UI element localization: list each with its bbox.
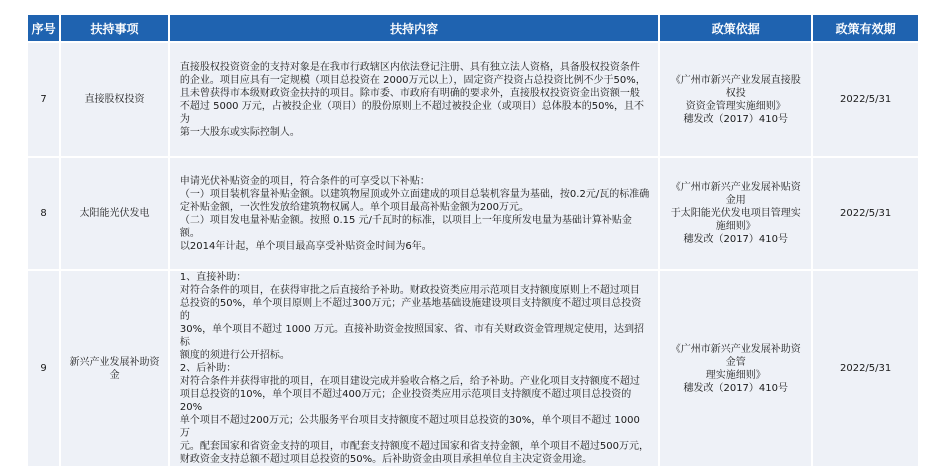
basis-line: 《广州市新兴产业发展直接股权投 — [670, 74, 801, 99]
header-item: 扶持事项 — [61, 15, 168, 41]
header-date: 政策有效期 — [813, 15, 918, 41]
header-content: 扶持内容 — [170, 15, 658, 41]
content-line: 单个项目不超过200万元；公共服务平台项目支持额度不超过项目总投资的30%，单个项目不超过 1000 万 — [179, 415, 640, 439]
basis-line: 穗发改（2017）410号 — [683, 234, 789, 245]
row-item: 直接股权投资 — [61, 43, 168, 156]
row-content — [170, 158, 658, 269]
basis-line: 《广州市新兴产业发展补贴资金用 — [670, 182, 801, 206]
basis-line: 资资金管理实施细则》 — [685, 100, 786, 112]
content-line: 2、后补助： — [179, 363, 237, 374]
content-line: 1、直接补助： — [179, 272, 247, 283]
content-line: 项目总投资的10%，单个项目不超过400万元；企业投资类应用示范项目支持额度不超过项目总投资的20% — [179, 389, 632, 413]
row-date: 2022/5/31 — [813, 271, 918, 466]
row-no: 8 — [28, 158, 59, 269]
row-basis — [660, 158, 811, 269]
row-basis — [660, 43, 811, 156]
basis-line: 穗发改（2017）410号 — [683, 113, 789, 125]
content-line: 的企业。项目应具有一定规模（项目总投资在 2000万元以上），固定资产投资占总投资比例不少于50%， — [179, 74, 646, 86]
content-line: 对符合条件并获得审批的项目，在项目建设完成并验收合格之后，给予补助。产业化项目支持额度不超过 — [179, 376, 640, 387]
content-line: 第一大股东或实际控制人。 — [179, 126, 300, 138]
content-line: 定补贴金额，一次性发放给建筑物权属人。单个项目最高补贴金额为200万元。 — [179, 201, 530, 213]
row-no: 9 — [28, 271, 59, 466]
content-line: 30%，单个项目不超过 1000 万元。直接补助资金按照国家、省、市有关财政资金管理规定使用，达到招标 — [179, 324, 644, 348]
content-line: 额度的须进行公开招标。 — [179, 350, 290, 361]
content-line: （二）项目发电量补贴金额。按照 0.15 元/千瓦时的标准，以项目上一年度所发电量为基础计算补贴金额。 — [179, 214, 632, 239]
table-row — [28, 43, 918, 156]
content-line: 元。配套国家和省资金支持的项目，市配套支持额度不超过国家和省支持金额，单个项目不超过500万元， — [179, 441, 650, 452]
content-line: 总投资的50%，单个项目原则上不超过300万元；产业基地基础设施建设项目支持额度不超过项目总投资的 — [179, 298, 642, 322]
content-line: 对符合条件的项目，在获得审批之后直接给予补助。财政投资类应用示范项目支持额度原则上不超过项目 — [179, 285, 640, 296]
content-line: 以2014年计起，单个项目最高享受补贴资金时间为6年。 — [179, 240, 432, 252]
header-basis: 政策依据 — [660, 15, 811, 41]
table-row — [28, 158, 918, 269]
basis-line: 穗发改（2017）410号 — [683, 382, 789, 394]
content-line: 且未曾获得市本级财政资金扶持的项目。除市委、市政府有明确的要求外，直接股权投资资金出资额一般 — [179, 87, 640, 99]
content-line: （一）项目装机容量补贴金额。以建筑物屋顶或外立面建成的项目总装机容量为基础，按0.2元/瓦的标准确 — [179, 188, 650, 200]
content-line: 直接股权投资资金的支持对象是在我市行政辖区内依法登记注册、具有独立法人资格，具备股权投资条件 — [179, 61, 640, 73]
policy-table — [26, 13, 920, 468]
header-row — [28, 15, 918, 41]
row-no: 7 — [28, 43, 59, 156]
basis-line: 理实施细则》 — [705, 369, 766, 381]
row-item: 新兴产业发展补助资金 — [61, 271, 168, 466]
row-content — [170, 271, 658, 466]
header-no: 序号 — [28, 15, 59, 41]
row-date: 2022/5/31 — [813, 158, 918, 269]
content-line: 申请光伏补贴资金的项目，符合条件的可享受以下补贴： — [179, 175, 430, 187]
content-line: 不超过 5000 万元，占被投企业（项目）的股份原则上不超过被投企业（或项目）总体股本的50%，且不为 — [179, 100, 644, 125]
table-row — [28, 271, 918, 466]
row-date: 2022/5/31 — [813, 43, 918, 156]
content-line: 财政资金支持总额不超过项目总投资的50%。后补助资金由项目承担单位自主决定资金用途。 — [179, 454, 593, 465]
row-content — [170, 43, 658, 156]
basis-line: 于太阳能光伏发电项目管理实施细则》 — [670, 208, 801, 232]
basis-line: 《广州市新兴产业发展补助资金管 — [670, 343, 801, 368]
row-item: 太阳能光伏发电 — [61, 158, 168, 269]
row-basis — [660, 271, 811, 466]
